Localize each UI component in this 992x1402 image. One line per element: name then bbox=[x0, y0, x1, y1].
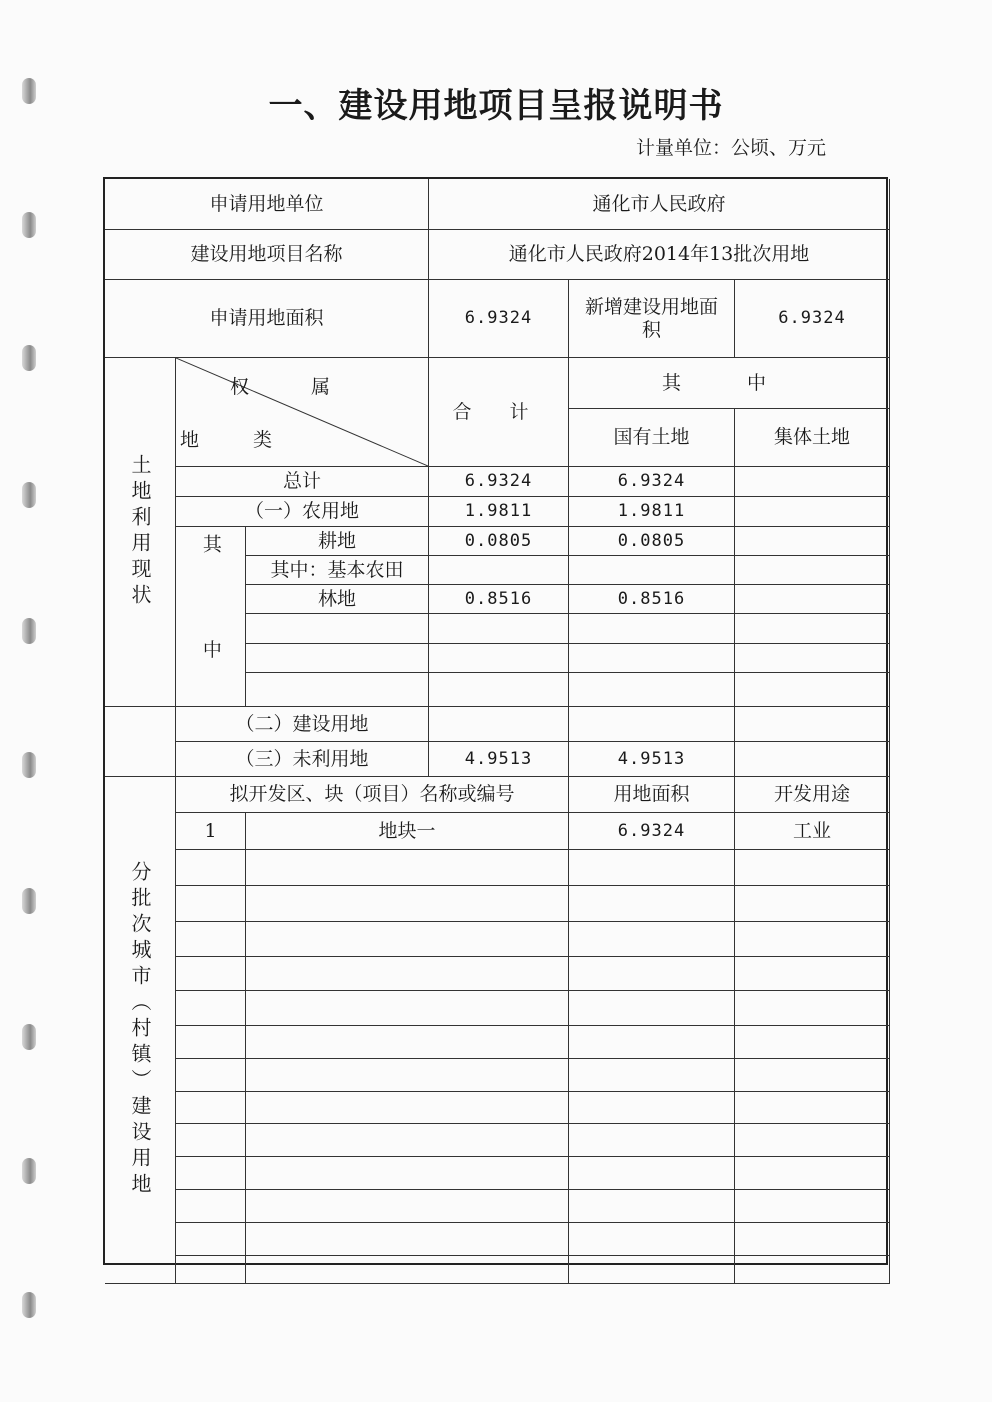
batch-empty-cell bbox=[246, 886, 569, 922]
table-cell bbox=[429, 673, 569, 707]
batch-empty-cell bbox=[176, 1092, 246, 1124]
batch-empty-cell bbox=[569, 957, 735, 991]
ownership-label: 权 属 bbox=[229, 376, 358, 398]
batch-empty-cell bbox=[246, 1059, 569, 1092]
project-name-label: 建设用地项目名称 bbox=[105, 230, 429, 280]
table-cell bbox=[246, 644, 429, 673]
batch-empty-cell bbox=[176, 1059, 246, 1092]
row-unused-sum: 4.9513 bbox=[429, 742, 569, 777]
batch-empty-cell bbox=[176, 1223, 246, 1256]
batch-empty-cell bbox=[246, 1092, 569, 1124]
batch-empty-cell bbox=[176, 1256, 246, 1284]
punch-hole bbox=[22, 1024, 36, 1050]
batch-empty-cell bbox=[735, 850, 890, 886]
land-use-section-continued bbox=[105, 707, 176, 777]
row-unused-state: 4.9513 bbox=[569, 742, 735, 777]
batch-empty-cell bbox=[569, 991, 735, 1026]
batch-empty-cell bbox=[246, 1026, 569, 1059]
batch-empty-cell bbox=[246, 1190, 569, 1223]
row-basic-collective bbox=[735, 556, 890, 585]
batch-empty-cell bbox=[735, 1026, 890, 1059]
batch-section-label: 分批次城市（村镇）建设用地 bbox=[105, 777, 176, 1284]
batch-empty-cell bbox=[176, 991, 246, 1026]
batch-empty-cell bbox=[246, 1223, 569, 1256]
diagonal-header bbox=[176, 358, 429, 467]
row-agri-collective bbox=[735, 497, 890, 527]
batch-empty-cell bbox=[735, 991, 890, 1026]
row-total-label: 总计 bbox=[176, 467, 429, 497]
row-total-sum: 6.9324 bbox=[429, 467, 569, 497]
row-agri-sum: 1.9811 bbox=[429, 497, 569, 527]
punch-hole bbox=[22, 618, 36, 644]
document-title: 一、建设用地项目呈报说明书 bbox=[268, 86, 724, 126]
new-area-label: 新增建设用地面 积 bbox=[569, 280, 735, 358]
row-construction-collective bbox=[735, 707, 890, 742]
row-construction-state bbox=[569, 707, 735, 742]
batch-empty-cell bbox=[735, 1256, 890, 1284]
table-cell bbox=[246, 673, 429, 707]
row-basic-sum bbox=[429, 556, 569, 585]
apply-unit-value: 通化市人民政府 bbox=[429, 179, 890, 230]
table-cell bbox=[569, 644, 735, 673]
row-unused-label: （三）未利用地 bbox=[176, 742, 429, 777]
punch-hole bbox=[22, 482, 36, 508]
batch-empty-cell bbox=[246, 1256, 569, 1284]
batch-empty-cell bbox=[735, 1190, 890, 1223]
batch-area-header: 用地面积 bbox=[569, 777, 735, 813]
row-arable-state: 0.0805 bbox=[569, 527, 735, 556]
batch-empty-cell bbox=[176, 1124, 246, 1157]
batch-empty-cell bbox=[569, 1059, 735, 1092]
state-land-header: 国有土地 bbox=[569, 409, 735, 467]
batch-name-header: 拟开发区、块（项目）名称或编号 bbox=[176, 777, 569, 813]
row-total-state: 6.9324 bbox=[569, 467, 735, 497]
punch-hole bbox=[22, 752, 36, 778]
batch-row-area: 6.9324 bbox=[569, 813, 735, 850]
total-column-header: 合 计 bbox=[429, 358, 569, 467]
row-unused-collective bbox=[735, 742, 890, 777]
row-agri-label: （一）农用地 bbox=[176, 497, 429, 527]
batch-empty-cell bbox=[246, 850, 569, 886]
batch-empty-cell bbox=[569, 1157, 735, 1190]
apply-area-value: 6.9324 bbox=[429, 280, 569, 358]
table-cell bbox=[429, 644, 569, 673]
land-use-section-label: 土地利用现状 bbox=[105, 358, 176, 707]
batch-empty-cell bbox=[176, 886, 246, 922]
table-cell bbox=[246, 614, 429, 644]
batch-empty-cell bbox=[246, 991, 569, 1026]
row-arable-collective bbox=[735, 527, 890, 556]
unit-note: 计量单位：公顷、万元 bbox=[635, 137, 826, 159]
punch-hole bbox=[22, 1158, 36, 1184]
punch-hole bbox=[22, 888, 36, 914]
batch-empty-cell bbox=[176, 957, 246, 991]
row-basic-label: 其中：基本农田 bbox=[246, 556, 429, 585]
qizhong-label: 其 中 bbox=[176, 527, 246, 707]
row-forest-sum: 0.8516 bbox=[429, 585, 569, 614]
batch-row-use: 工业 bbox=[735, 813, 890, 850]
row-basic-state bbox=[569, 556, 735, 585]
batch-empty-cell bbox=[569, 886, 735, 922]
batch-empty-cell bbox=[176, 922, 246, 957]
batch-empty-cell bbox=[176, 1026, 246, 1059]
batch-empty-cell bbox=[569, 1026, 735, 1059]
land-type-label: 地 类 bbox=[180, 429, 297, 452]
row-construction-label: （二）建设用地 bbox=[176, 707, 429, 742]
batch-row-name: 地块一 bbox=[246, 813, 569, 850]
table-cell bbox=[569, 614, 735, 644]
row-forest-collective bbox=[735, 585, 890, 614]
batch-empty-cell bbox=[735, 1092, 890, 1124]
punch-hole bbox=[22, 212, 36, 238]
batch-empty-cell bbox=[176, 1190, 246, 1223]
punch-hole bbox=[22, 345, 36, 371]
row-arable-sum: 0.0805 bbox=[429, 527, 569, 556]
batch-row-no: 1 bbox=[176, 813, 246, 850]
batch-empty-cell bbox=[569, 1124, 735, 1157]
table-cell bbox=[429, 614, 569, 644]
batch-empty-cell bbox=[246, 922, 569, 957]
batch-empty-cell bbox=[569, 1256, 735, 1284]
table-cell bbox=[735, 644, 890, 673]
batch-empty-cell bbox=[176, 850, 246, 886]
batch-empty-cell bbox=[735, 1157, 890, 1190]
collective-land-header: 集体土地 bbox=[735, 409, 890, 467]
batch-empty-cell bbox=[569, 1190, 735, 1223]
batch-empty-cell bbox=[569, 1223, 735, 1256]
batch-empty-cell bbox=[735, 886, 890, 922]
row-arable-label: 耕地 bbox=[246, 527, 429, 556]
batch-empty-cell bbox=[569, 850, 735, 886]
batch-empty-cell bbox=[735, 957, 890, 991]
batch-empty-cell bbox=[569, 1092, 735, 1124]
batch-empty-cell bbox=[569, 922, 735, 957]
apply-area-label: 申请用地面积 bbox=[105, 280, 429, 358]
row-total-collective bbox=[735, 467, 890, 497]
table-cell bbox=[569, 673, 735, 707]
row-forest-state: 0.8516 bbox=[569, 585, 735, 614]
batch-empty-cell bbox=[246, 1157, 569, 1190]
report-table bbox=[103, 177, 888, 1265]
punch-hole bbox=[22, 1292, 36, 1318]
row-forest-label: 林地 bbox=[246, 585, 429, 614]
batch-empty-cell bbox=[735, 922, 890, 957]
batch-empty-cell bbox=[735, 1223, 890, 1256]
among-header: 其 中 bbox=[569, 358, 890, 409]
row-construction-sum bbox=[429, 707, 569, 742]
new-area-value: 6.9324 bbox=[735, 280, 890, 358]
batch-empty-cell bbox=[735, 1124, 890, 1157]
batch-empty-cell bbox=[176, 1157, 246, 1190]
batch-empty-cell bbox=[246, 1124, 569, 1157]
row-agri-state: 1.9811 bbox=[569, 497, 735, 527]
project-name-value: 通化市人民政府2014年13批次用地 bbox=[429, 230, 890, 280]
table-cell bbox=[735, 673, 890, 707]
apply-unit-label: 申请用地单位 bbox=[105, 179, 429, 230]
table-cell bbox=[735, 614, 890, 644]
batch-empty-cell bbox=[246, 957, 569, 991]
batch-use-header: 开发用途 bbox=[735, 777, 890, 813]
batch-empty-cell bbox=[735, 1059, 890, 1092]
